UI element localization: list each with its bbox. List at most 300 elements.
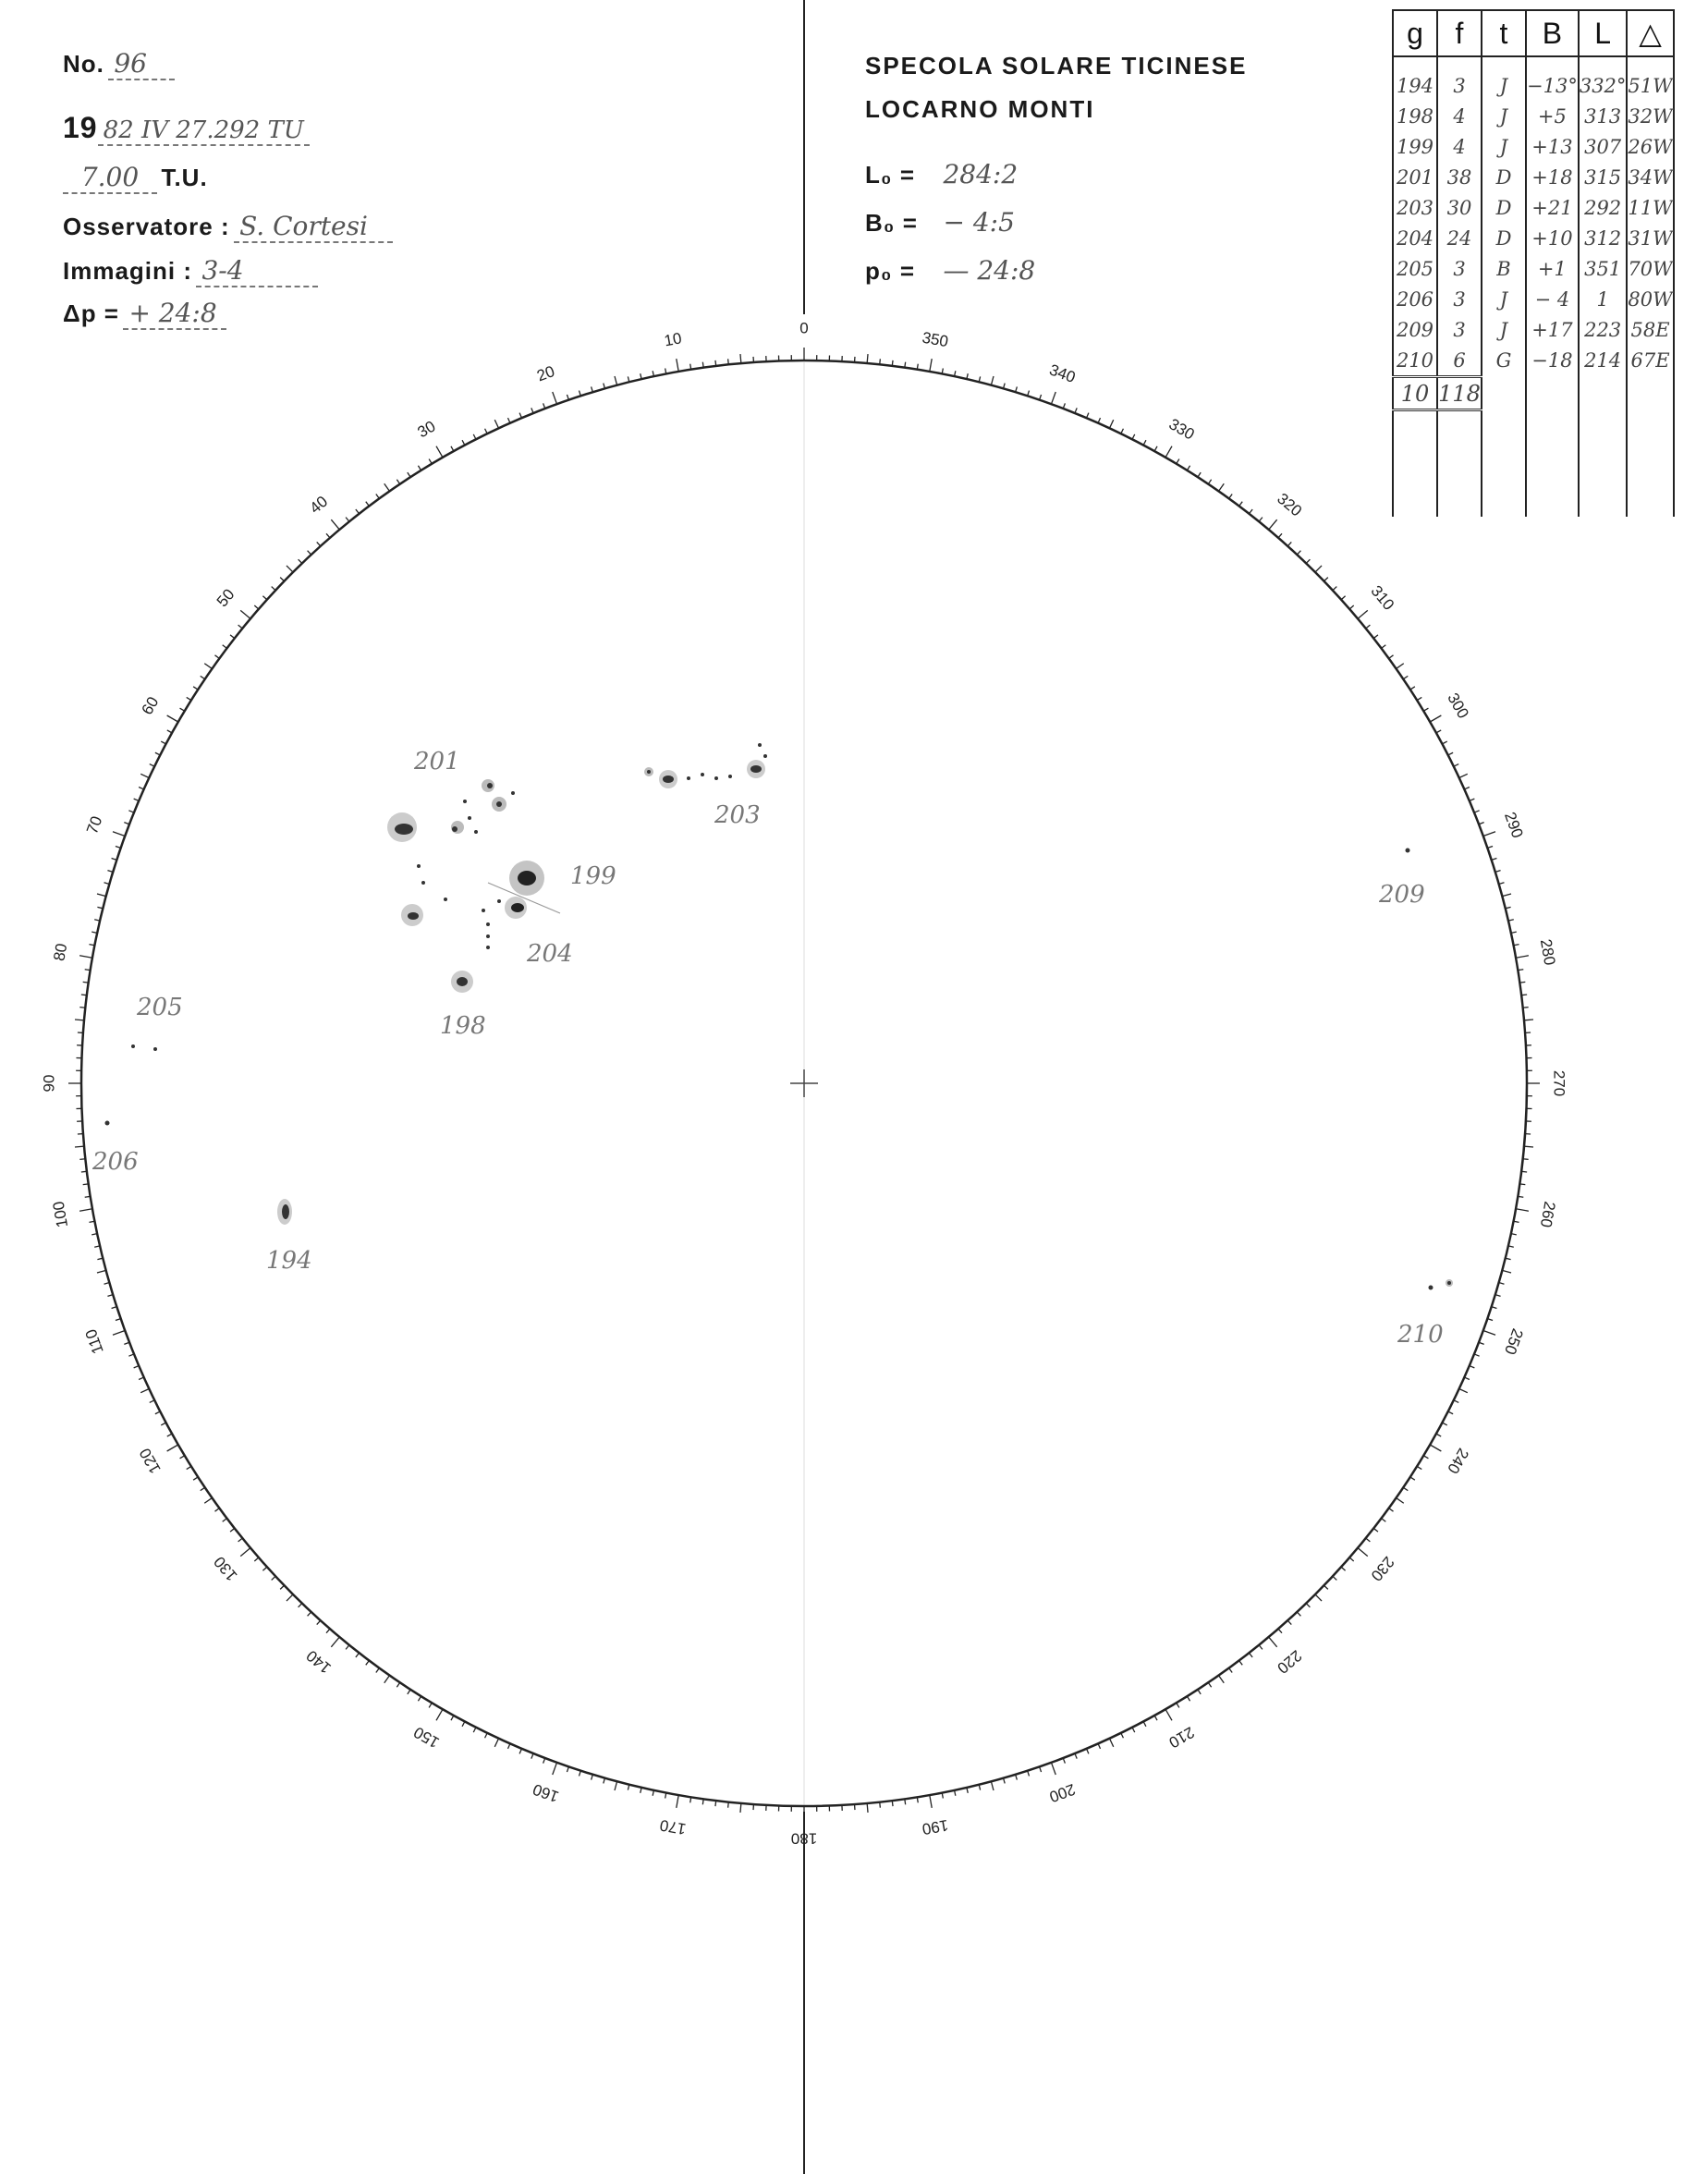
umbra [487,783,493,788]
ring-tick [1459,1388,1468,1392]
table-cell: 30 [1437,192,1482,223]
table-cell: +10 [1526,223,1579,253]
ring-tick [677,359,678,372]
observatory-location: LOCARNO MONTI [865,95,1095,123]
umbra [408,912,419,920]
table-row [1393,131,1674,162]
ring-tick [1287,542,1291,545]
ring-label-240: 240 [1444,1445,1472,1477]
time-value: 7.00 [63,162,157,194]
ring-tick [85,970,91,971]
param-p0-label: p₀ = [865,257,916,285]
ring-tick [366,502,370,507]
ring-tick [75,1146,84,1147]
ring-tick [254,605,259,609]
table-cell: +21 [1526,192,1579,223]
ring-label-0: 0 [799,319,809,337]
group-label-206: 206 [92,1148,139,1176]
table-cell: 313 [1579,101,1628,131]
ring-tick [880,359,881,364]
table-cell: J [1482,56,1526,101]
ring-tick [1483,1330,1495,1335]
column-header-t: t [1482,10,1526,56]
ring-tick [238,1538,243,1542]
ring-tick [451,1716,454,1720]
ring-tick [892,1801,893,1806]
table-row [1393,162,1674,192]
pore [687,776,690,780]
ring-label-310: 310 [1367,581,1398,614]
table-cell: 4 [1437,101,1482,131]
ring-label-210: 210 [1165,1723,1198,1752]
param-p0-value: — 24:8 [943,255,1036,286]
ring-tick [140,1388,149,1392]
ring-tick [187,1466,191,1469]
table-cell: 31W [1627,223,1673,253]
ring-tick [1198,1690,1201,1694]
ring-tick [1487,1319,1493,1321]
sunspot-group-203 [644,743,767,788]
pore [763,754,767,758]
ring-tick [113,1330,125,1335]
ring-tick [1028,391,1030,397]
ring-label-230: 230 [1367,1553,1398,1585]
ring-tick [1341,596,1345,600]
ring-tick [991,376,994,385]
pore [758,743,762,747]
ring-tick [1109,1739,1113,1747]
pore [105,1121,110,1126]
ring-tick [1448,1411,1453,1414]
param-l0-label: L₀ = [865,161,916,189]
ring-tick [1516,956,1529,958]
ring-tick [1523,1159,1529,1160]
ring-label-90: 90 [40,1074,58,1093]
ring-label-120: 120 [136,1445,165,1477]
ring-tick [1403,676,1408,678]
ring-label-30: 30 [414,417,439,442]
table-cell: 307 [1579,131,1628,162]
ring-label-220: 220 [1274,1646,1306,1678]
umbra [496,801,502,807]
ring-tick [1040,1766,1042,1772]
ring-label-60: 60 [138,693,163,718]
table-total-cell: 118 [1437,377,1482,410]
pore [486,934,490,938]
table-cell [1393,482,1437,517]
ring-label-20: 20 [534,362,557,385]
ring-tick [1454,1400,1458,1403]
ring-tick [238,625,243,629]
ring-tick [905,1799,906,1804]
table-cell: 3 [1437,314,1482,345]
ring-tick [1315,566,1322,572]
ring-label-300: 300 [1444,690,1472,722]
ring-tick [1436,1434,1441,1436]
table-cell: 1 [1579,284,1628,314]
ring-tick [376,494,380,498]
ring-tick [1417,697,1421,700]
ring-tick [1306,1604,1310,1607]
ring-label-160: 160 [530,1779,562,1806]
ring-label-80: 80 [50,942,71,963]
ring-tick [1410,1477,1415,1480]
table-row [1393,56,1674,101]
group-label-204: 204 [527,940,573,968]
ring-tick [702,1799,703,1804]
ring-label-150: 150 [410,1723,443,1752]
param-b0-label: B₀ = [865,209,918,237]
ring-tick [299,559,302,563]
ring-tick [930,1795,932,1808]
ring-tick [1229,494,1233,498]
ring-tick [155,1411,160,1414]
group-label-199: 199 [570,862,616,890]
table-empty-row [1393,446,1674,482]
ring-tick [1366,625,1371,629]
umbra [518,871,536,885]
ring-label-290: 290 [1500,809,1527,841]
table-cell: 11W [1627,192,1673,223]
delta-p-value: + 24:8 [123,298,226,330]
table-total-cell: 10 [1393,377,1437,410]
ring-tick [107,871,113,873]
sunspot-group-table [1392,9,1675,517]
pore [714,776,718,780]
umbra [457,977,468,986]
ring-tick [287,1594,293,1601]
ring-tick [579,391,580,397]
sunspot-group-194 [277,1199,292,1225]
ring-tick [1459,774,1468,777]
ring-tick [356,1653,360,1657]
column-header-g: g [1393,10,1437,56]
table-cell [1482,377,1526,410]
ring-tick [553,392,557,404]
ring-tick [1259,518,1263,522]
ring-tick [408,1690,410,1694]
ring-tick [1436,730,1441,733]
sunspot-group-198 [451,971,473,993]
ring-tick [287,566,293,572]
ring-label-340: 340 [1046,360,1079,387]
ring-tick [1051,392,1055,404]
ring-tick [1373,1528,1378,1532]
ring-tick [384,483,390,491]
ring-tick [1177,459,1179,464]
ring-tick [1198,472,1201,477]
ring-tick [1518,1196,1523,1197]
ring-tick [113,832,125,837]
ring-tick [408,472,410,477]
sunspot-group-204 [401,897,527,949]
umbra [282,1204,289,1219]
ring-tick [702,362,703,368]
table-cell: +13 [1526,131,1579,162]
ring-tick [740,354,741,363]
ring-tick [1109,420,1113,428]
ring-tick [280,578,284,581]
ring-tick [1132,1728,1135,1732]
table-cell: 34W [1627,162,1673,192]
ring-tick [1165,1709,1172,1720]
table-cell: − 4 [1526,284,1579,314]
ring-tick [436,446,443,458]
table-cell: 198 [1393,101,1437,131]
ring-tick [180,1456,185,1459]
ring-tick [1051,1763,1055,1775]
ring-label-280: 280 [1536,937,1559,967]
ring-tick [1121,429,1124,434]
ring-tick [1389,655,1394,659]
ring-tick [223,1519,227,1522]
ring-tick [1154,446,1157,451]
ring-tick [272,1576,275,1580]
ring-tick [1219,1676,1225,1683]
ring-tick [1259,1645,1263,1650]
table-cell [1526,482,1579,517]
table-cell [1627,482,1673,517]
ring-tick [384,1676,390,1683]
umbra [395,824,413,835]
ring-label-320: 320 [1274,489,1306,520]
ring-tick [1382,1519,1386,1522]
ring-tick [1410,687,1415,690]
table-cell [1579,446,1628,482]
table-cell: D [1482,162,1526,192]
sunspot-group-205 [131,1044,157,1051]
group-label-203: 203 [714,801,761,829]
table-cell [1579,377,1628,410]
table-cell [1482,410,1526,447]
ring-tick [97,894,106,897]
table-cell: 210 [1393,345,1437,377]
column-header-l: L [1579,10,1628,56]
ring-label-270: 270 [1550,1069,1568,1097]
ring-tick [1239,502,1243,507]
ring-tick [1143,1721,1146,1726]
ring-tick [880,1802,881,1808]
ring-tick [1177,1703,1179,1707]
ring-tick [326,1629,330,1633]
ring-tick [150,1400,154,1403]
ring-tick [204,664,212,669]
ring-tick [690,1797,691,1802]
table-cell: 201 [1393,162,1437,192]
ring-tick [867,1803,868,1813]
pore [486,946,490,949]
ring-tick [930,359,932,372]
table-cell: 214 [1579,345,1628,377]
group-label-205: 205 [137,994,183,1021]
ring-tick [1016,386,1018,392]
ring-tick [1519,1184,1525,1185]
ring-tick [462,1721,465,1726]
ring-tick [429,459,432,464]
ring-tick [1487,846,1493,848]
ring-tick [97,1270,106,1273]
ring-tick [1442,1423,1446,1425]
ring-tick [1495,1295,1501,1297]
ring-tick [436,1709,443,1720]
ring-tick [1366,1538,1371,1542]
table-empty-row [1393,410,1674,447]
ring-tick [1239,1661,1243,1666]
pore [497,899,501,903]
table-cell: J [1482,314,1526,345]
ring-tick [1278,533,1282,538]
ring-tick [1492,1307,1497,1309]
ring-label-350: 350 [921,328,950,351]
column-header-f: f [1437,10,1482,56]
ring-tick [1028,1771,1030,1777]
table-cell: 194 [1393,56,1437,101]
ring-tick [112,1307,117,1309]
ring-label-190: 190 [921,1815,950,1838]
ring-tick [230,635,235,639]
ring-tick [592,1775,593,1780]
table-cell: G [1482,345,1526,377]
ring-tick [1297,551,1300,555]
ring-tick [1389,1508,1394,1512]
table-cell [1393,410,1437,447]
table-cell [1437,446,1482,482]
table-cell: 38 [1437,162,1482,192]
table-cell [1627,446,1673,482]
ring-label-140: 140 [302,1646,335,1678]
ring-tick [418,466,421,470]
pore [153,1047,157,1051]
param-l0-value: 284:2 [943,159,1019,189]
images-value: 3-4 [196,255,318,287]
pore [474,830,478,834]
ring-tick [1016,1775,1018,1780]
ring-tick [429,1703,432,1707]
ring-tick [473,1728,476,1732]
ring-tick [214,655,219,659]
ring-tick [356,509,360,514]
table-cell: 6 [1437,345,1482,377]
ring-tick [1430,715,1441,722]
ring-tick [308,551,311,555]
ring-tick [485,429,488,434]
table-cell: −18 [1526,345,1579,377]
ring-tick [991,1781,994,1790]
ring-tick [346,1645,349,1650]
table-row [1393,314,1674,345]
sunspot-group-210 [1429,1279,1454,1290]
table-cell: 3 [1437,284,1482,314]
ring-tick [1397,664,1404,669]
table-cell: J [1482,101,1526,131]
ring-tick [79,1159,85,1160]
ring-tick [1154,1716,1157,1720]
ring-tick [728,1802,729,1808]
ring-tick [150,764,154,767]
ring-tick [167,1445,178,1451]
ring-tick [1442,741,1446,744]
pore [417,864,421,868]
ring-tick [230,1528,235,1532]
table-cell: 67E [1627,345,1673,377]
group-label-201: 201 [414,748,460,776]
ring-tick [167,1434,172,1436]
ring-tick [366,1661,370,1666]
ring-tick [346,518,349,522]
ring-tick [1430,1445,1441,1451]
table-cell: 26W [1627,131,1673,162]
ring-tick [161,1423,165,1425]
table-cell [1482,482,1526,517]
pore [1406,849,1410,853]
table-cell: 3 [1437,56,1482,101]
ring-tick [579,1771,580,1777]
table-cell: +17 [1526,314,1579,345]
ring-tick [917,364,918,370]
table-cell: 203 [1393,192,1437,223]
ring-tick [193,1477,198,1480]
ring-tick [1403,1487,1408,1490]
ring-tick [462,440,465,445]
pore [463,800,467,803]
table-cell [1627,377,1673,410]
ring-tick [331,1637,339,1647]
ring-tick [262,1567,266,1570]
ring-tick [1121,1733,1124,1738]
table-cell: 206 [1393,284,1437,314]
ring-tick [83,982,89,983]
ring-tick [1324,578,1328,581]
umbra [750,765,762,773]
ring-tick [167,730,172,733]
ring-tick [1358,610,1368,618]
ring-label-110: 110 [81,1326,107,1357]
table-cell [1579,410,1628,447]
ring-tick [308,1612,311,1616]
umbra [663,776,674,783]
ring-tick [1208,480,1211,484]
ring-tick [223,645,227,649]
ring-tick [1397,1498,1404,1504]
ring-tick [1518,970,1523,971]
pore [728,775,732,778]
report-number-value: 96 [108,48,175,80]
ring-tick [1502,894,1511,897]
ring-tick [1249,509,1252,514]
ring-tick [107,1295,113,1297]
table-cell: D [1482,192,1526,223]
ring-tick [240,1548,250,1557]
ring-label-180: 180 [790,1829,818,1848]
ring-label-40: 40 [306,492,332,518]
ring-tick [1315,1594,1322,1601]
ring-tick [615,1781,617,1790]
table-cell: 24 [1437,223,1482,253]
ring-tick [193,687,198,690]
ring-tick [1423,1456,1428,1459]
ring-tick [396,1682,399,1687]
ring-tick [140,774,149,777]
ring-tick [1454,764,1458,767]
ring-tick [451,446,454,451]
table-cell: 58E [1627,314,1673,345]
time-unit: T.U. [161,164,208,191]
table-row [1393,223,1674,253]
ring-tick [317,1620,321,1624]
table-row [1393,192,1674,223]
table-cell [1482,446,1526,482]
ring-tick [494,420,498,428]
